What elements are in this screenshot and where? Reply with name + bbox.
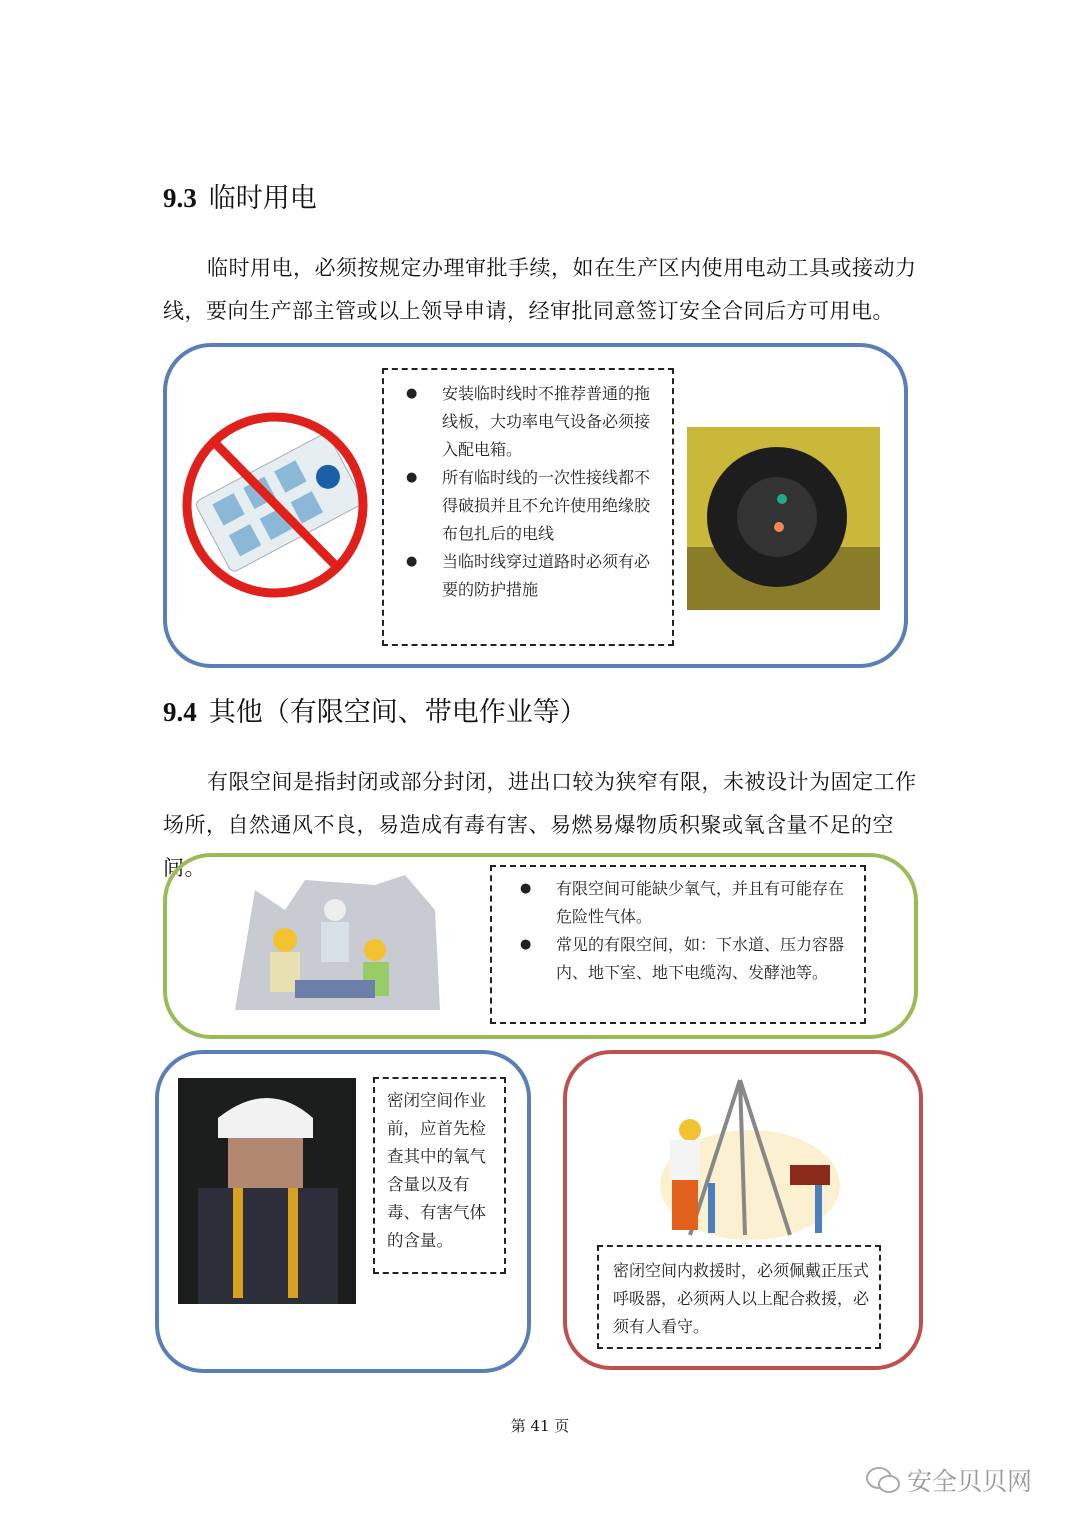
section-heading-9-3	[163, 176, 317, 215]
bullet-item: ● 所有临时线的一次性接线都不得破损并且不允许使用绝缘胶布包扎后的电线	[414, 464, 662, 548]
section-title: 其他（有限空间、带电作业等）	[208, 697, 587, 728]
section-number: 9.3	[163, 183, 197, 213]
bullet-item: ● 安装临时线时不推荐普通的拖线板，大功率电气设备必须接入配电箱。	[414, 380, 662, 464]
confined-space-rescue-illustration	[650, 1075, 840, 1245]
section-number: 9.4	[163, 697, 197, 727]
watermark-text: 安全贝贝网	[907, 1467, 1033, 1496]
worker-gas-detection-photo	[178, 1078, 356, 1304]
confined-space-workers-illustration	[225, 870, 450, 1020]
bullet-item: ● 常见的有限空间，如：下水道、压力容器内、地下室、地下电缆沟、发酵池等。	[528, 931, 854, 987]
cable-reel-image	[687, 427, 880, 610]
section-heading-9-4	[163, 690, 587, 729]
wechat-icon	[865, 1465, 901, 1495]
confined-space-notes	[490, 865, 866, 1024]
gas-check-note: 密闭空间作业前，应首先检查其中的氧气含量以及有毒、有害气体的含量。	[373, 1077, 506, 1274]
watermark	[865, 1462, 1032, 1498]
page-number: 第 41 页	[510, 1417, 570, 1435]
bullet-item: ● 有限空间可能缺少氧气，并且有可能存在危险性气体。	[528, 875, 854, 931]
paragraph-confined-space: 有限空间是指封闭或部分封闭，进出口较为狭窄有限，未被设计为固定工作场所，自然通风不良，易造成有毒有害、易燃易爆物质积聚或氧含量不足的空间。	[163, 770, 917, 880]
paragraph-temporary-power: 临时用电，必须按规定办理审批手续，如在生产区内使用电动工具或接动力线，要向生产部主管或以上领导申请，经审批同意签订安全合同后方可用电。	[163, 256, 917, 323]
rescue-note: 密闭空间内救援时，必须佩戴正压式呼吸器，必须两人以上配合救援，必须有人看守。	[597, 1245, 881, 1349]
bullet-item: ● 当临时线穿过道路时必须有必要的防护措施	[414, 548, 662, 604]
no-power-strip-image	[175, 410, 375, 600]
section-title: 临时用电	[208, 183, 317, 214]
temporary-power-notes	[382, 368, 674, 646]
